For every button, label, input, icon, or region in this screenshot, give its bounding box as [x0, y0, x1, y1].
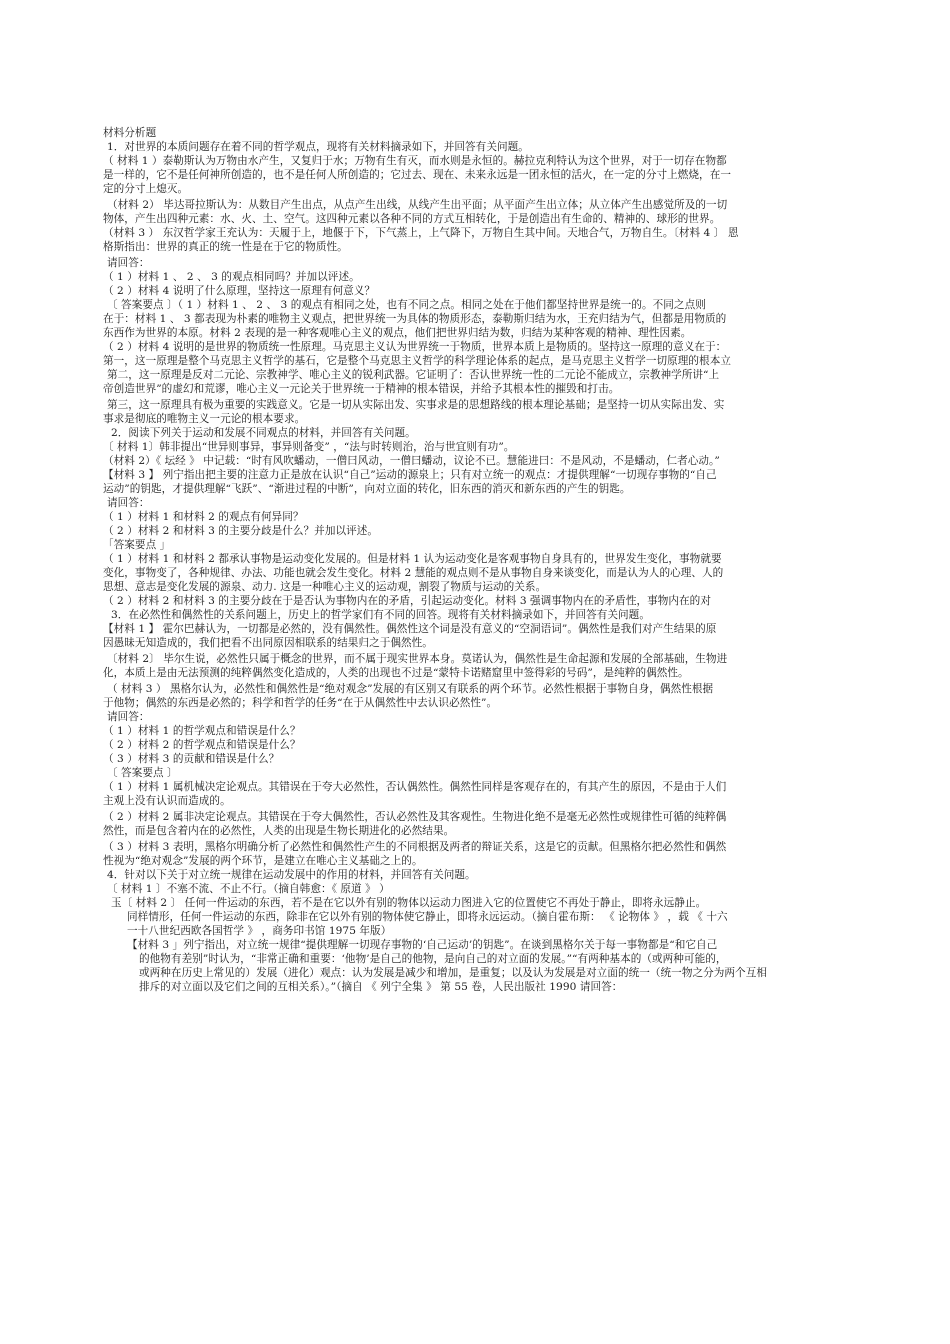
- text-line: 排斥的对立面以及它们之间的互相关系）。”（摘自 《 列宁全集 》 第 55 卷，人民出版社 1990 请回答：: [139, 981, 623, 993]
- text-line: 第一，这一原理是整个马克思主义哲学的基石，它是整个马克思主义哲学的科学理论体系的起点，是马克思主义哲学一切原理的根本立: [103, 355, 731, 367]
- text-line: （材料 2）《 坛经 》 中记载：“时有风吹蟠动，一僧曰风动，一僧曰蟠动，议论不已。慧能进曰：不是风动，不是蟠动，仁者心动。”: [103, 455, 720, 467]
- question-4: 4．针对以下关于对立统一规律在运动发展中的作用的材料，并回答有关问题。: [107, 869, 476, 881]
- text-line: 或两种在历史上常见的）发展（进化）观点：认为发展是减少和增加，是重复；以及认为发展是对立面的统一（统一物之分为两个互相: [139, 967, 767, 979]
- text-line: 一十八世纪西欧各国哲学 》 ，商务印书馆 1975 年版）: [127, 925, 392, 937]
- text-line: （ 1 ）材料 1 和材料 2 都承认事物是运动变化发展的。但是材料 1 认为运动变化是客观事物自身具有的，世界发生变化，事物就要: [103, 553, 722, 565]
- text-line: 〔 材料 1 〕不塞不流、不止不行。（摘自韩愈：《 原道 》 ）: [107, 883, 390, 895]
- text-line: 同样情形，任何一件运动的东西，除非在它以外有别的物体使它静止，即将永远运动。（摘自霍布斯： 《 论物体 》 ，载 《 十六: [127, 911, 728, 923]
- text-line: （ 1 ）材料 1 和材料 2 的观点有何异同？: [103, 511, 304, 523]
- text-line: 于他物；偶然的东西是必然的；科学和哲学的任务“在于从偶然性中去认识必然性”。: [103, 697, 498, 709]
- text-line: 请回答：: [107, 257, 150, 269]
- text-line: 帝创造世界”的虚幻和荒谬，唯心主义一元论关于世界统一于精神的根本错误，并给予其根本性的摧毁和打击。: [103, 383, 620, 395]
- text-line: 变化，事物变了，各种规律、办法、功能也就会发生变化。材料 2 慧能的观点则不是从事物自身来谈变化，而是认为人的心理、人的: [103, 567, 724, 579]
- question-3: 3．在必然性和偶然性的关系问题上，历史上的哲学家们有不同的回答。现将有关材料摘录如下，并回答有关问题。: [111, 609, 650, 621]
- text-line: （ 材料 1 ）泰勒斯认为万物由水产生，又复归于水；万物有生有灭，而水则是永恒的。赫拉克利特认为这个世界，对于一切存在物都: [103, 155, 727, 167]
- text-line: （ 3 ）材料 3 表明，黑格尔明确分析了必然性和偶然性产生的不同根据及两者的辩证关系，这是它的贡献。但黑格尔把必然性和偶然: [103, 841, 727, 853]
- text-line: 玉〔 材料 2 〕 任何一件运动的东西，若不是在它以外有别的物体以运动力图进入它的位置使它不再处于静止，即将永远静止。: [111, 897, 707, 909]
- text-line: 第二，这一原理是反对二元论、宗教神学、唯心主义的锐利武器。它证明了：否认世界统一性的二元论不能成立，宗教神学所讲“上: [107, 369, 720, 381]
- text-line: 因愚昧无知造成的，我们把看不出同原因相联系的结果归之于偶然性。: [103, 637, 433, 649]
- text-line: 主观上没有认识而造成的。: [103, 795, 231, 807]
- text-line: 是一样的，它不是任何神所创造的，也不是任何人所创造的；它过去、现在、未来永远是一团永恒的活火，在一定的分寸上燃烧，在一: [103, 169, 731, 181]
- question-1: 1．对世界的本质问题存在着不同的哲学观点，现将有关材料摘录如下，并回答有关问题。: [107, 141, 529, 153]
- text-line: 性视为“绝对观念”发展的两个环节，是建立在唯心主义基础之上的。: [103, 855, 423, 867]
- text-line: 定的分寸上熄灭。: [103, 183, 189, 195]
- text-line: （ 材料 3 ） 黑格尔认为，必然性和偶然性是“绝对观念”发展的有区别又有联系的两个环节。必然性根据于事物自身，偶然性根据: [107, 683, 714, 695]
- text-line: 东西作为世界的本原。材料 2 表现的是一种客观唯心主义的观点，他们把世界归结为数，归结为某种客观的精神、理性因素。: [103, 327, 692, 339]
- text-line: 【材料 3 」列宁指出，对立统一规律“提供理解一切现存事物的‘自己运动’的钥匙”。在谈到黑格尔关于每一事物都是“和它自己: [127, 939, 718, 951]
- text-line: 然性，而是包含着内在的必然性，人类的出现是生物长期进化的必然结果。: [103, 825, 455, 837]
- text-line: （ 2 ）材料 4 说明的是世界的物质统一性原理。马克思主义认为世界统一于物质，世界本质上是物质的。坚持这一原理的意义在于：: [103, 341, 727, 353]
- text-line: （ 2 ）材料 4 说明了什么原理，坚持这一原理有何意义？: [103, 285, 376, 297]
- text-line: 在于：材料 1 、 3 都表现为朴素的唯物主义观点，把世界统一为具体的物质形态，泰勒斯归结为水，王充归结为气，但都是用物质的: [103, 313, 727, 325]
- text-line: （ 1 ）材料 1 的哲学观点和错误是什么？: [103, 725, 301, 737]
- text-line: 第三，这一原理具有极为重要的实践意义。它是一切从实际出发、实事求是的思想路线的根本理论基础；是坚持一切从实际出发、实: [107, 399, 725, 411]
- text-line: （ 2 ）材料 2 属非决定论观点。其错误在于夸大偶然性，否认必然性及其客观性。生物进化绝不是毫无必然性或规律性可循的纯粹偶: [103, 811, 727, 823]
- text-line: （材料 3 ） 东汉哲学家王充认为：天履于上，地偃于下，下气蒸上，上气降下，万物自生其中间。天地合气，万物自生。〔材料 4 〕 恩: [103, 227, 739, 239]
- text-line: （ 2 ）材料 2 和材料 3 的主要分歧在于是否认为事物内在的矛盾，引起运动变化。材料 3 强调事物内在的矛盾性，事物内在的对: [103, 595, 711, 607]
- text-line: （ 1 ）材料 1 属机械决定论观点。其错误在于夸大必然性，否认偶然性。偶然性同样是客观存在的，有其产生的原因，不是由于人们: [103, 781, 727, 793]
- text-line: 请回答：: [107, 711, 150, 723]
- text-line: 化，本质上是由无法预测的纯粹偶然变化造成的，人类的出现也不过是“蒙特卡诺赌窟里中签得彩的号码”，是纯粹的偶然性。: [103, 667, 689, 679]
- text-line: 〔 材料 1〕韩非提出“世异则事异，事异则备变” ，“法与时转则治，治与世宜则有功”。: [103, 441, 515, 453]
- text-line: 〔 答案要点 〕（ 1 ）材料 1 、 2 、 3 的观点有相同之处，也有不同之点。相同之处在于他们都坚持世界是统一的。不同之点则: [107, 299, 706, 311]
- text-line: 〔材料 2〕 毕尔生说，必然性只属于概念的世界，而不属于现实世界本身。莫诺认为，偶然性是生命起源和发展的全部基础，生物进: [107, 653, 728, 665]
- text-line: 【材料 3 】 列宁指出把主要的注意力正是放在认识“自己”运动的源泉上；只有对立统一的观点：才提供理解“一切现存事物的“自己: [103, 469, 717, 481]
- text-line: 格斯指出：世界的真正的统一性是在于它的物质性。: [103, 241, 348, 253]
- document-body: [103, 126, 825, 994]
- text-line: （材料 2） 毕达哥拉斯认为：从数目产生出点，从点产生出线，从线产生出平面；从平面产生出立体；从立体产生出感觉所及的一切: [107, 199, 728, 211]
- text-line: 物体，产生出四种元素：水、火、土、空气。这四种元素以各种不同的方式互相转化，于是创造出有生命的、精神的、球形的世界。: [103, 213, 721, 225]
- text-line: （ 3 ）材料 3 的贡献和错误是什么？: [103, 753, 280, 765]
- text-line: （ 1 ）材料 1 、 2 、 3 的观点相同吗？并加以评述。: [103, 271, 360, 283]
- text-line: （ 2 ）材料 2 的哲学观点和错误是什么？: [103, 739, 301, 751]
- text-line: 请回答：: [107, 497, 150, 509]
- section-title: 材料分析题: [103, 127, 157, 139]
- text-line: 〔 答案要点 〕: [107, 767, 178, 779]
- text-line: 的他物有差别”时认为，“非常正确和重要：‘他物’是自己的他物，是向自己的对立面的发展。”“有两种基本的（或两种可能的，: [139, 953, 727, 965]
- question-2: 2．阅读下列关于运动和发展不同观点的材料，并回答有关问题。: [111, 427, 416, 439]
- text-line: 事求是彻底的唯物主义一元论的根本要求。: [103, 413, 306, 425]
- text-line: 「答案要点 」: [103, 539, 171, 551]
- text-line: 思想、意志是变化发展的源泉、动力. 这是一种唯心主义的运动观，割裂了物质与运动的关系。: [103, 581, 547, 593]
- text-line: （ 2 ）材料 2 和材料 3 的主要分歧是什么？并加以评述。: [103, 525, 379, 537]
- text-line: 运动”的钥匙，才提供理解“飞跃”、“渐进过程的中断”，向对立面的转化，旧东西的消灭和新东西的产生的钥匙。: [103, 483, 631, 495]
- text-line: 【材料 1 】 霍尔巴赫认为，一切都是必然的，没有偶然性。偶然性这个词是没有意义的“空洞语词”。偶然性是我们对产生结果的原: [103, 623, 717, 635]
